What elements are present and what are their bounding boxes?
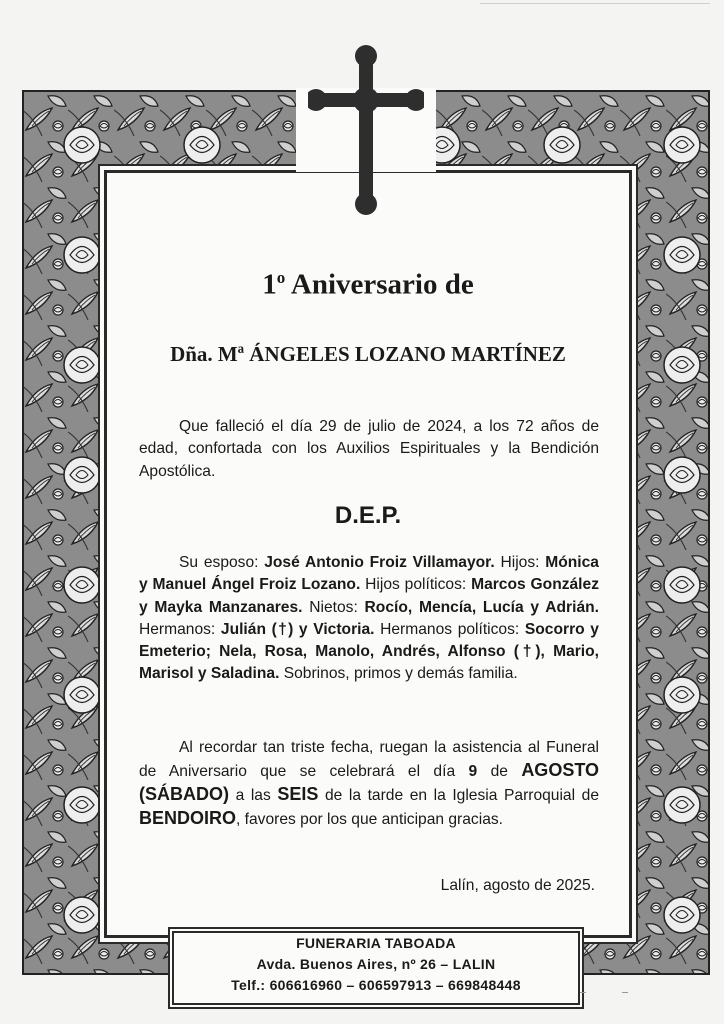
cross-icon xyxy=(308,44,424,216)
invitation-highlight: BENDOIRO xyxy=(139,808,237,828)
funeral-home-box xyxy=(172,931,580,1005)
death-info-text: Que falleció el día 29 de julio de 2024, a los 72 años de edad, confortada con los Auxilios Espirituales y la Bendición Apostólica. xyxy=(139,418,599,480)
title-number: 1 xyxy=(262,268,277,301)
funeral-home-name: FUNERARIA TABOADA xyxy=(296,935,456,951)
invitation-highlight: AGOSTO (SÁBADO) xyxy=(139,760,599,804)
family-names: Mónica y Manuel Ángel Froiz Lozano. xyxy=(139,554,599,594)
invitation-paragraph xyxy=(139,736,599,831)
scan-artifact-dash xyxy=(580,992,586,993)
family-label: Hermanos políticos: xyxy=(374,620,525,638)
family-label: Hijos: xyxy=(494,554,546,571)
family-names: Socorro y Emeterio; Nela, Rosa, Manolo, Andrés, Alfonso (†), Mario, Marisol y Saladina. xyxy=(139,620,599,683)
family-label: Hijos políticos: xyxy=(360,576,472,594)
place-date: Lalín, agosto de 2025. xyxy=(440,877,595,894)
family-names: Marcos González y Mayka Manzanares. xyxy=(139,576,599,616)
scan-artifact-dash xyxy=(622,992,628,993)
invitation-highlight: 9 xyxy=(468,763,478,780)
scan-artifact-line xyxy=(480,3,710,4)
family-names: José Antonio Froiz Villamayor. xyxy=(264,554,495,571)
anniversary-title xyxy=(104,268,632,302)
rip-heading: D.E.P. xyxy=(334,502,402,529)
invitation-text: de xyxy=(477,763,522,780)
family-names: Julián (†) y Victoria. xyxy=(220,620,375,638)
invitation-text: Al recordar tan triste fecha, ruegan la asistencia al Funeral de Aniversario que se celebrará el día xyxy=(139,739,599,780)
death-info-paragraph xyxy=(139,416,599,483)
title-text: Aniversario de xyxy=(285,268,474,301)
deceased-name: Dña. Mª ÁNGELES LOZANO MARTÍNEZ xyxy=(170,342,566,366)
invitation-text: a las xyxy=(229,787,278,804)
invitation-text: de la tarde en la Iglesia Parroquial de xyxy=(318,787,599,804)
invitation-text: , favores por los que anticipan gracias. xyxy=(236,811,503,828)
family-label: Su esposo: xyxy=(179,554,265,571)
family-label: Hermanos: xyxy=(139,620,221,638)
title-ordinal: o xyxy=(276,268,286,287)
funeral-home-phones: Telf.: 606616960 – 606597913 – 669848448 xyxy=(231,977,521,993)
family-label: Sobrinos, primos y demás familia. xyxy=(279,665,518,683)
funeral-home-address: Avda. Buenos Aires, nº 26 – LALIN xyxy=(256,956,496,972)
family-names: Rocío, Mencía, Lucía y Adrián. xyxy=(364,598,599,616)
family-paragraph xyxy=(139,552,599,686)
invitation-highlight: SEIS xyxy=(277,784,319,804)
family-label: Nietos: xyxy=(302,598,365,616)
